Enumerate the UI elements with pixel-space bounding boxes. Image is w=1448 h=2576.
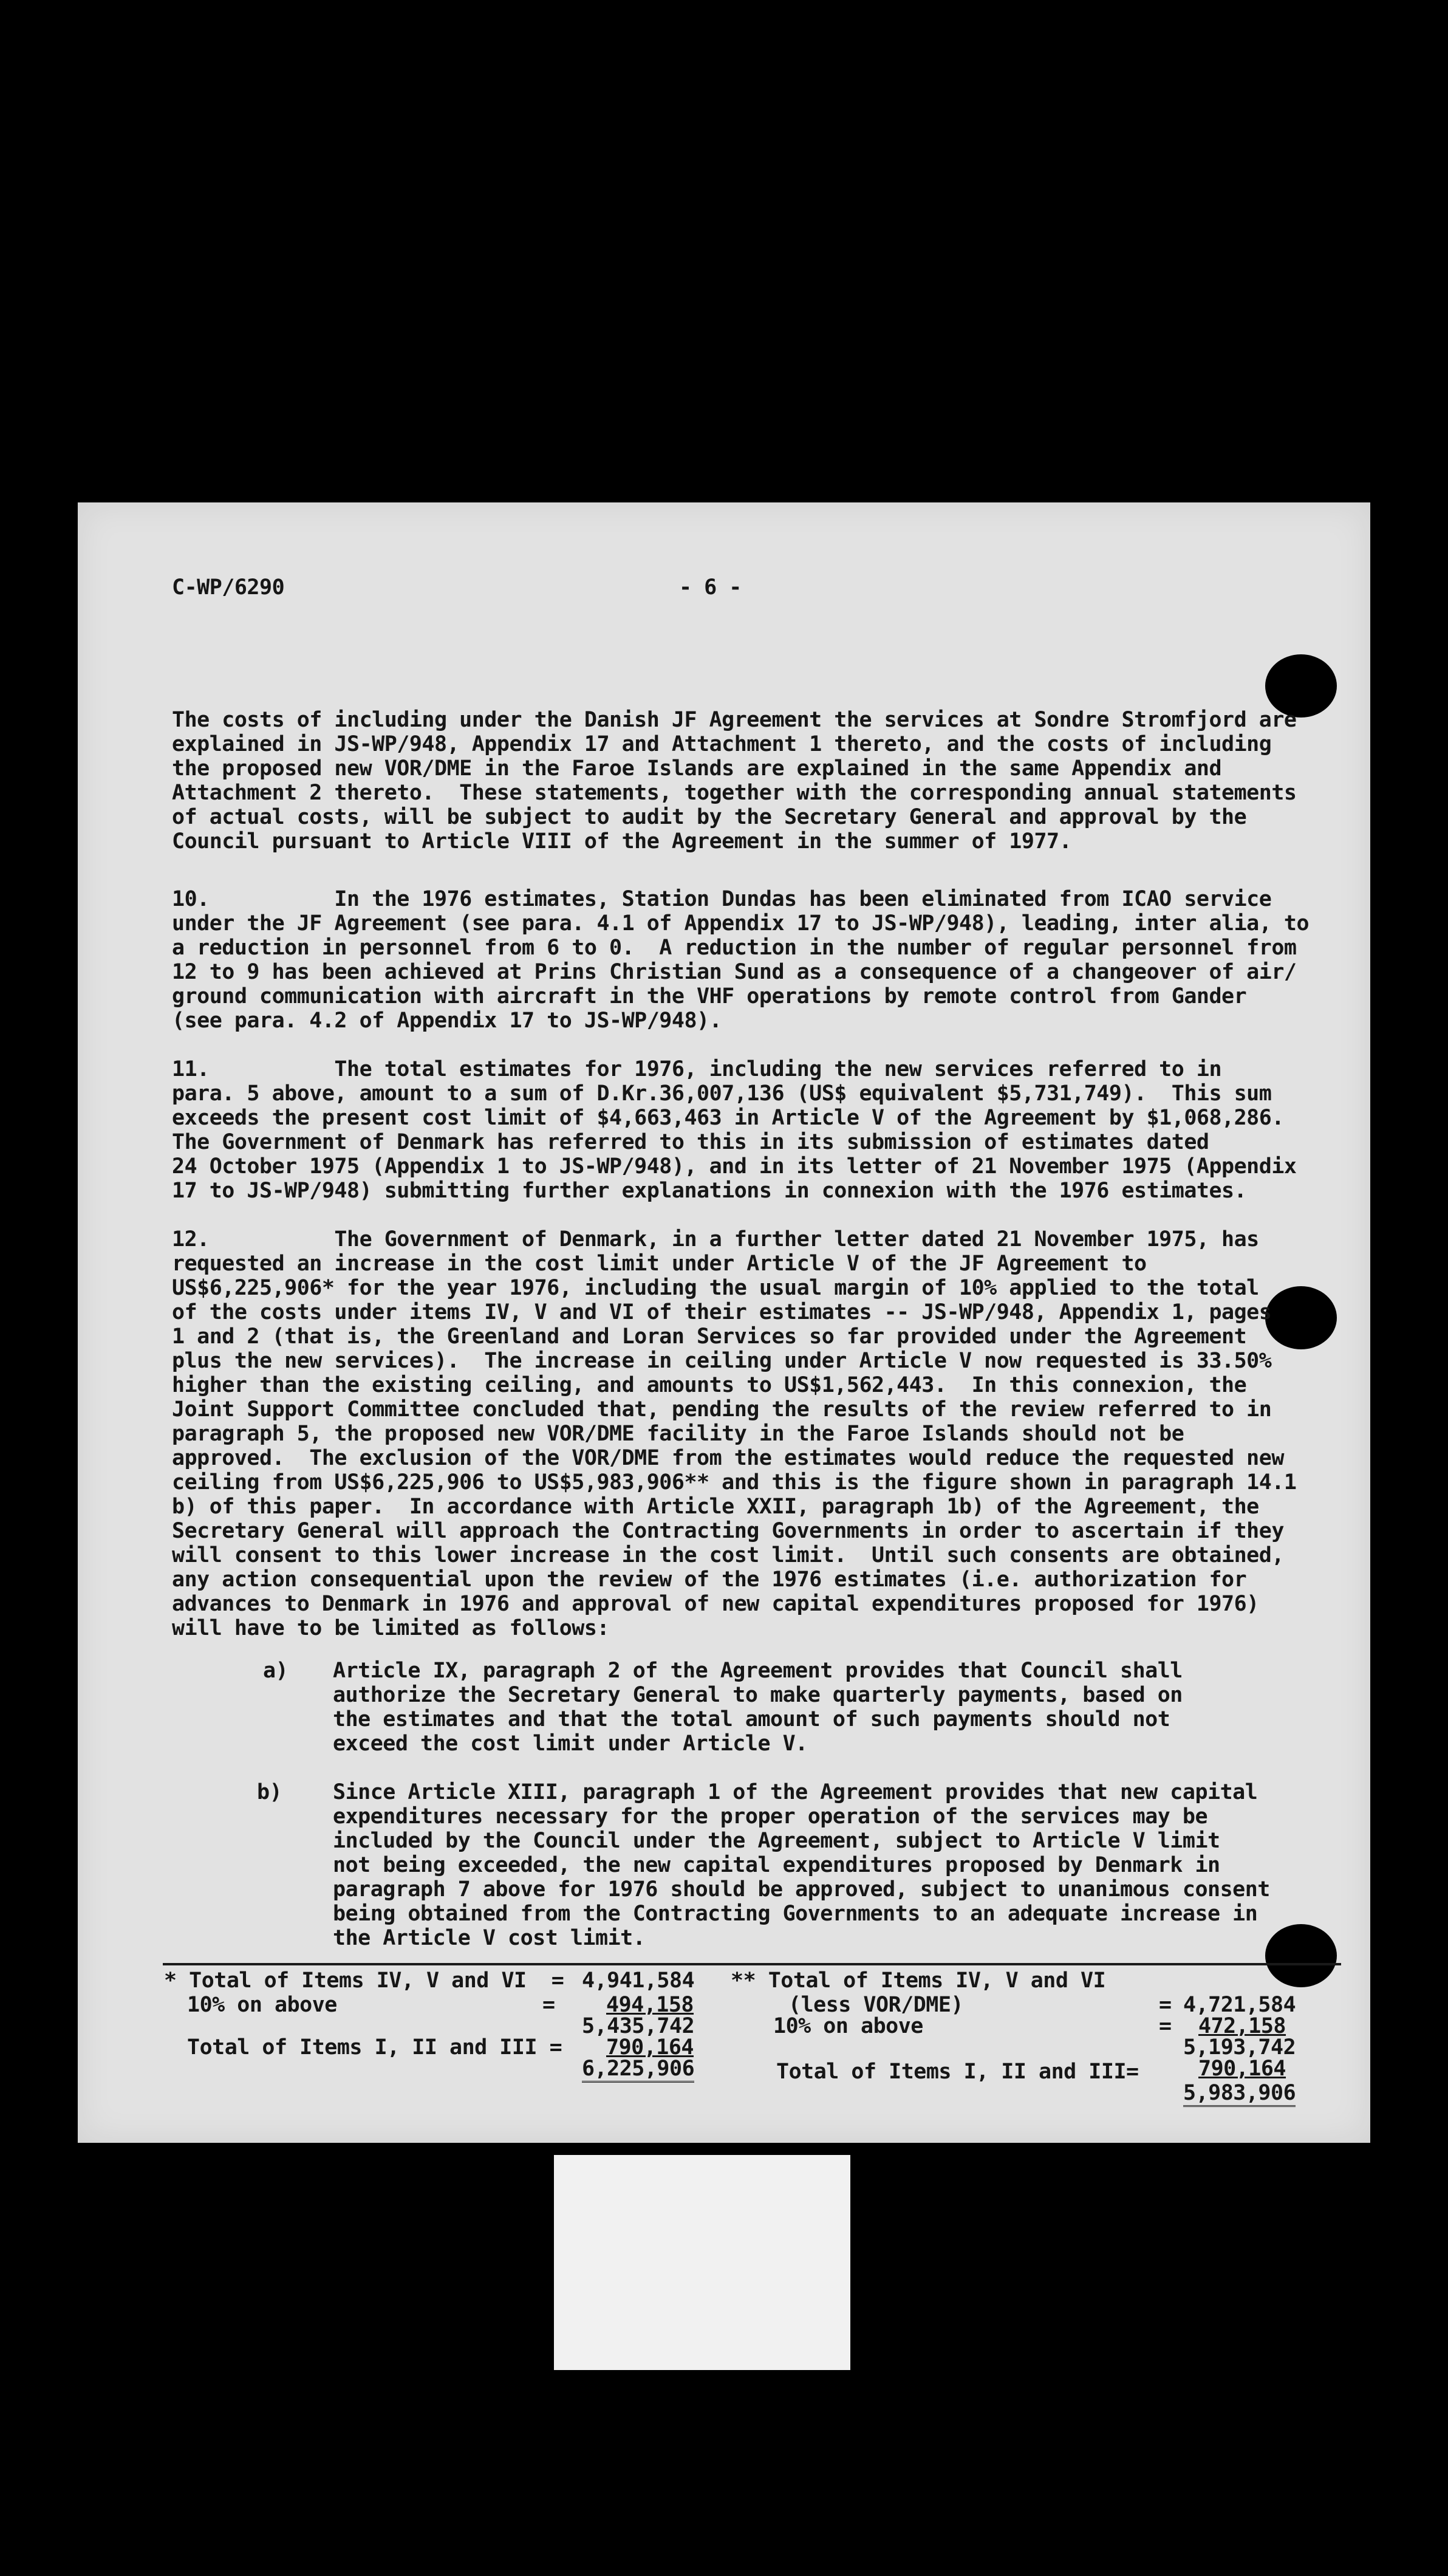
page-number: - 6 -	[679, 575, 742, 600]
footnote-right-row2-label: (less VOR/DME)	[788, 1993, 964, 2017]
footnote-left-row3-value: 5,435,742	[582, 2014, 695, 2038]
footnote-left-row1-label: * Total of Items IV, V and VI =	[164, 1968, 564, 1993]
document-page	[78, 502, 1370, 2143]
footnote-left-row4-label: Total of Items I, II and III =	[187, 2035, 562, 2060]
intro-paragraph: The costs of including under the Danish JF Agreement the services at Sondre Stromfjord are explained in JS-WP/948, Appendix 17 and Attachment 1 thereto, and the costs of including the proposed new VOR/DME in the Faroe Islands are explained in the same Appendix and Attachment 2 thereto. These statements, together with the corresponding annual statements of actual costs, will be subject to audit by the Secretary General and approval by the Council pursuant to Article VIII of the Agreement in the summer of 1977.	[172, 708, 1297, 854]
footnote-right-row4-value: 5,193,742	[1183, 2035, 1296, 2060]
footnote-left-row5-value: 6,225,906	[582, 2057, 694, 2083]
footnote-divider	[163, 1963, 1341, 1965]
item-b-label: b)	[257, 1780, 282, 1804]
item-a-text: Article IX, paragraph 2 of the Agreement provides that Council shall authorize the Secretary General to make quarterly payments, based on the estimates and that the total amount of such payments should not exceed the cost limit under Article V.	[333, 1659, 1183, 1756]
paragraph-12: 12. The Government of Denmark, in a further letter dated 21 November 1975, has requested an increase in the cost limit under Article V of the JF Agreement to US$6,225,906* for the year 1976, including the usual margin of 10% applied to the total of the costs under items IV, V and VI of their estimates -- JS-WP/948, Appendix 1, pages 1 and 2 (that is, the Greenland and Loran Services so far provided under the Agreement plus the new services). The increase in ceiling under Article V now requested is 33.50% higher than the existing ceiling, and amounts to US$1,562,443. In this connexion, the Joint Support Committee concluded that, pending the results of the review referred to in paragraph 5, the proposed new VOR/DME facility in the Faroe Islands should not be approved. The exclusion of the VOR/DME from the estimates would reduce the requested new ceiling from US$6,225,906 to US$5,983,906** and this is the figure shown in paragraph 14.1 b) of this paper. In accordance with Article XXII, paragraph 1b) of the Agreement, the Secretary General will approach the Contracting Governments in order to ascertain if they will consent to this lower increase in the cost limit. Until such consents are obtained, any action consequential upon the review of the 1976 estimates (i.e. authorization for advances to Denmark in 1976 and approval of new capital expenditures proposed for 1976) will have to be limited as follows:	[172, 1227, 1297, 1640]
footnote-left-row1-value: 4,941,584	[582, 1968, 695, 1993]
item-a-label: a)	[263, 1659, 289, 1683]
paragraph-10: 10. In the 1976 estimates, Station Dundas has been eliminated from ICAO service under the JF Agreement (see para. 4.1 of Appendix 17 to JS-WP/948), leading, inter alia, to a reduction in personnel from 6 to 0. A reduction in the number of regular personnel from 12 to 9 has been achieved at Prins Christian Sund as a consequence of a changeover of air/ ground communication with aircraft in the VHF operations by remote control from Gander (see para. 4.2 of Appendix 17 to JS-WP/948).	[172, 887, 1310, 1033]
document-id: C-WP/6290	[172, 575, 285, 600]
footnote-left-row2-label: 10% on above	[187, 1993, 337, 2017]
item-b-text: Since Article XIII, paragraph 1 of the Agreement provides that new capital expenditures necessary for the proper operation of the services may be included by the Council under the Agreement, subject to Article V limit not being exceeded, the new capital expenditures proposed by Denmark in paragraph 7 above for 1976 should be approved, subject to unanimous consent being obtained from the Contracting Governments to an adequate increase in the Article V cost limit.	[333, 1780, 1270, 1950]
paragraph-11: 11. The total estimates for 1976, including the new services referred to in para. 5 above, amount to a sum of D.Kr.36,007,136 (US$ equivalent $5,731,749). This sum exceeds the present cost limit of $4,663,463 in Article V of the Agreement by $1,068,286. The Government of Denmark has referred to this in its submission of estimates dated 24 October 1975 (Appendix 1 to JS-WP/948), and in its letter of 21 November 1975 (Appendix 17 to JS-WP/948) submitting further explanations in connexion with the 1976 estimates.	[172, 1057, 1297, 1203]
footnote-left-row2-eq: =	[542, 1993, 555, 2017]
footnote-right-row5-label: Total of Items I, II and III=	[776, 2060, 1139, 2084]
footnote-right-row1-label: ** Total of Items IV, V and VI	[731, 1968, 1106, 1993]
footnote-right-row3-label: 10% on above	[773, 2014, 923, 2038]
footnote-right-row3-eq: =	[1159, 2014, 1172, 2038]
footnote-right-row6-value: 5,983,906	[1183, 2081, 1296, 2107]
footnote-right-row2-value: 4,721,584	[1183, 1993, 1296, 2017]
footnote-right-row5-value: 790,164	[1198, 2057, 1286, 2081]
footnote-right-row2-eq: =	[1159, 1993, 1172, 2017]
footnote-right-row3-value: 472,158	[1198, 2014, 1286, 2038]
footnote-left-row2-value: 494,158	[606, 1993, 694, 2017]
footnote-left-row4-value: 790,164	[606, 2035, 694, 2060]
blank-slip	[554, 2155, 850, 2370]
